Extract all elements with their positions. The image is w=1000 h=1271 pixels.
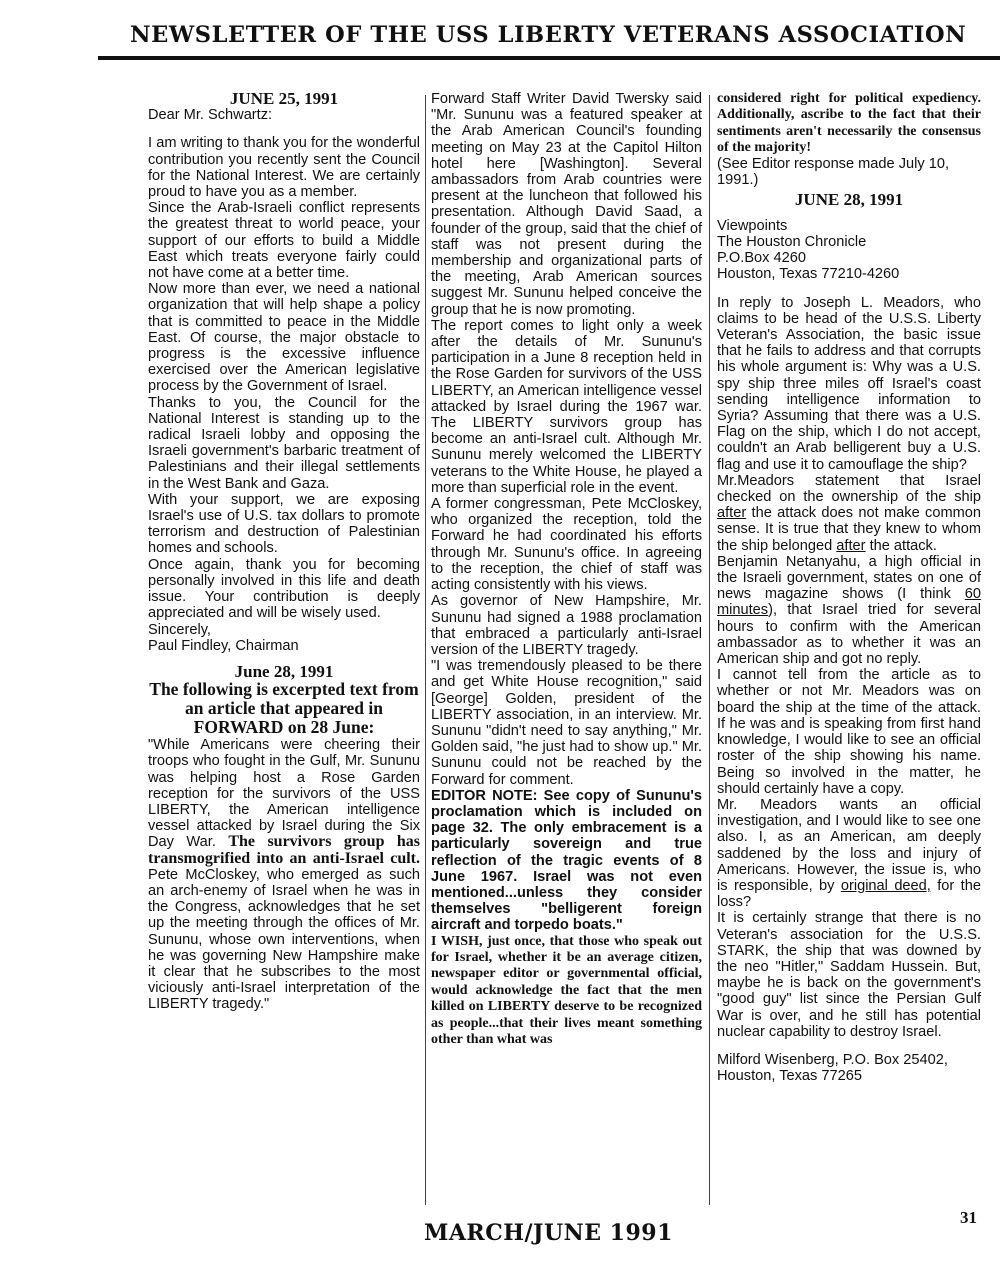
- column-2: [431, 91, 702, 1048]
- letter-salutation: Dear Mr. Schwartz:: [148, 107, 273, 124]
- column-3: [717, 91, 981, 1084]
- article-paragraph: "I was tremendously pleased to be there and get White House recognition," said [George] Golden, president of the LIBERTY association, in an interview. Mr. Sununu "didn't need to say anything," Mr. Golden said, "he just had to show up." Mr. Sununu could not be reached by the Forward for comment.: [431, 658, 702, 788]
- address-line: Viewpoints: [717, 217, 788, 234]
- letter-paragraph: I am writing to thank you for the wonderful contribution you recently sent the Council for the National Interest. We are certainly proud to have you as a member.: [148, 135, 420, 201]
- letter-date: JUNE 28, 1991: [794, 189, 904, 209]
- address-line: The Houston Chronicle: [717, 234, 867, 250]
- column-1: [148, 91, 420, 1013]
- article-paragraph: As governor of New Hampshire, Mr. Sununu had signed a 1988 proclamation that embraced a particularly anti-Israel version of the LIBERTY tragedy.: [431, 593, 702, 658]
- letter-paragraph: With your support, we are exposing Israel's use of U.S. tax dollars to promote terrorism and destruction of Palestinian homes and schools.: [148, 491, 420, 557]
- issue-footer: MARCH/JUNE 1991: [424, 1220, 673, 1246]
- letter-signature: Paul Findley, Chairman: [148, 637, 299, 654]
- reply-paragraph: I cannot tell from the article as to whether or not Mr. Meadors was on board the ship at the time of the attack. If he was and is speaking from first hand knowledge, I would like to see an official roster of the ship showing his name. Being so involved in the matter, he should certainly have a copy.: [717, 667, 981, 797]
- underlined-word: after: [717, 505, 747, 522]
- article-paragraph: A former congressman, Pete McCloskey, who organized the reception, told the Forward he had coordinated his efforts through Mr. Sununu's office. In agreeing to the reception, the chief of staff was acting consistently with his views.: [431, 496, 702, 594]
- newsletter-masthead: NEWSLETTER OF THE USS LIBERTY VETERANS ASSOCIATION: [130, 22, 967, 48]
- reply-paragraph: In reply to Joseph L. Meadors, who claims to be head of the U.S.S. Liberty Veteran's Association, the basic issue that he fails to address and that corrupts his whole argument is: Why was a U.S. spy ship three miles off Israel's coast sending intelligence information to Syria? Assuming that there was a U.S. Flag on the ship, which I do not accept, couldn't an Arab belligerent buy a U.S. flag and use it to camouflage the ship?: [717, 294, 981, 473]
- forward-quote: [148, 737, 420, 1012]
- reply-text: Benjamin Netanyahu, a high official in the Israeli government, states on one of news magazine shows (I think: [717, 553, 981, 603]
- reply-text: the attack does not make common sense. It is true that they knew to whom the ship belonged: [717, 505, 982, 554]
- quote-text: Pete McCloskey, who emerged as such an arch-enemy of Israel when he was in the Congress, acknowledges that he set up the meeting through the offices of Mr. Sununu, whose own interventions, when he was governing New Hampshire make it clear that he subscribes to the most viciously anti-Israel interpretation of the LIBERTY tragedy.": [148, 866, 420, 1013]
- page-number: 31: [960, 1208, 977, 1227]
- underlined-show-name: 60 minutes: [717, 586, 982, 619]
- masthead-rule: [98, 56, 1000, 60]
- column-divider-2: [709, 95, 710, 1205]
- underlined-phrase: original deed,: [840, 877, 931, 894]
- quote-text: "While Americans were cheering their troops who fought in the Gulf, Mr. Sununu was helping host a Rose Garden reception for the survivors of the USS LIBERTY, the American intelligence vessel attacked by Israel during the Six Day War.: [148, 737, 420, 851]
- editor-wish: I WISH, just once, that those who speak out for Israel, whether it be an average citizen, newspaper editor or governmental official, would acknowledge the fact that the men killed on LIBERTY deserve to be recognized as people...that their lives meant something other than what was: [431, 933, 702, 1047]
- reply-paragraph: [717, 473, 981, 554]
- reply-paragraph: It is certainly strange that there is no Veteran's association for the U.S.S. STARK, the ship that was downed by the neo "Hitler," Saddam Hussein. But, maybe he is back on the government's "good guy" list since the Persian Gulf War is over, and he still has potential nuclear capability to destroy Israel.: [717, 910, 981, 1040]
- reply-paragraph: [717, 797, 981, 910]
- article-paragraph: The report comes to light only a week after the details of Mr. Sununu's participation in a June 8 reception held in the Rose Garden for survivors of the USS LIBERTY, an American intelligence vessel attacked by Israel during the 1967 war. The LIBERTY survivors group has become an anti-Israel cult. Although Mr. Sununu merely welcomed the LIBERTY veterans to the White House, he played a more than superficial role in the event.: [431, 317, 702, 496]
- editor-note: EDITOR NOTE: See copy of Sununu's proclamation which is included on page 32. The only embracement is a particularly sovereign and true reflection of the tragic events of 8 June 1967. Israel was not even mentioned...unless they consider themselves "belligerent foreign aircraft and torpedo boats.": [431, 787, 702, 934]
- quote-emphasis: The survivors group has transmogrified into an anti-Israel cult.: [148, 833, 421, 867]
- letter-paragraph: Once again, thank you for becoming personally involved in this life and death issue. Your contribution is deeply appreciated and will be wisely used.: [148, 556, 420, 622]
- letter-closing: Sincerely,: [148, 621, 211, 638]
- letter-paragraph: Since the Arab-Israeli conflict represents the greatest threat to world peace, your support of our efforts to build a Middle East which treats everyone fairly could not have come at a better time.: [148, 200, 420, 282]
- reply-text: for the loss?: [717, 877, 981, 911]
- editor-reference: (See Editor response made July 10, 1991.): [717, 156, 950, 189]
- column-divider-1: [425, 95, 426, 1205]
- letter-paragraph: Now more than ever, we need a national organization that will help shape a policy that is committed to peace in the Middle East. Of course, the major obstacle to progress is the excessive influence exercised over the American legislative process by the Government of Israel.: [148, 281, 420, 395]
- address-line: Houston, Texas 77210-4260: [717, 266, 900, 283]
- reply-paragraph: [717, 554, 981, 667]
- letter-date: JUNE 25, 1991: [229, 89, 339, 108]
- section-date: June 28, 1991: [234, 661, 334, 681]
- article-paragraph: Forward Staff Writer David Twersky said "Mr. Sununu was a featured speaker at the Arab American Council's founding meeting on May 23 at the Capitol Hilton hotel here [Washington]. Several ambassadors from Arab countries were present at the luncheon that followed his presentation. Although David Saad, a founder of the group, said that the chief of staff was not present during the membership and organizational parts of the meeting, Arab American sources suggest Mr. Sununu helped conceive the group that he is now promoting.: [431, 91, 702, 318]
- underlined-word: after: [836, 537, 866, 554]
- reply-text: Mr. Meadors wants an official investigation, and I would like to see one also. I, as an American, am deeply saddened by the loss and injury of Americans. However, the issue is, who is responsible, by: [717, 796, 981, 894]
- letter-signoff: Milford Wisenberg, P.O. Box 25402, Houston, Texas 77265: [717, 1051, 948, 1085]
- reply-text: the attack.: [869, 537, 937, 554]
- excerpt-heading: The following is excerpted text from an article that appeared in FORWARD on 28 June:: [149, 679, 419, 738]
- editor-wish-continued: considered right for political expediency. Additionally, ascribe to the fact that their sentiments aren't necessarily the consensus of the majority!: [717, 91, 981, 155]
- letter-paragraph: Thanks to you, the Council for the National Interest is standing up to the radical Israeli lobby and opposing the Israeli government's barbaric treatment of Palestinians and their illegal settlements in the West Bank and Gaza.: [148, 394, 420, 492]
- reply-text: Mr.Meadors statement that Israel checked on the ownership of the ship: [717, 472, 981, 506]
- address-line: P.O.Box 4260: [717, 250, 806, 267]
- reply-text: ), that Israel tried for several hours to confirm with the American ambassador as to whether it was an American ship and got no reply.: [717, 602, 981, 668]
